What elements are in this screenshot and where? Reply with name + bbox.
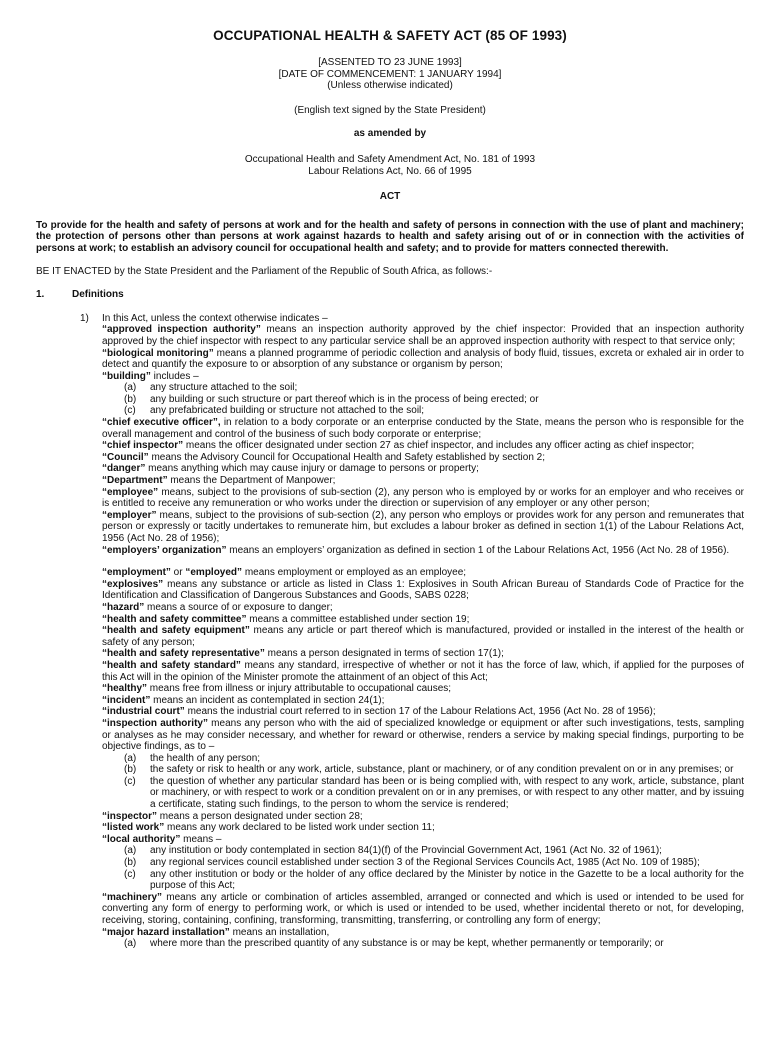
definition-term: “employed” [185, 567, 243, 579]
definition-entry [102, 452, 744, 464]
definition-term: “danger” [102, 463, 146, 475]
definition-subitem [102, 869, 744, 892]
definition-term: “approved inspection authority” [102, 324, 261, 336]
definition-text: means anything which may cause injury or damage to persons or property; [145, 463, 479, 475]
subitem-label: (b) [124, 857, 137, 869]
definition-text: means, subject to the provisions of sub-section (2), any person who is employed by or works for an employer and who receives or is entitled to receive any remuneration or who works under the direction or supervision of any employer or any other person; [102, 486, 744, 510]
subitem-text: any regional services council established under section 3 of the Regional Services Councils Act, 1985 (Act No. 109 of 1985); [150, 857, 700, 869]
definition-text: means any article or combination of articles assembled, arranged or connected and which is used or intended to be used for converting any form of energy to performing work, or which is used or intended to be used, whether incidental thereto or not, for developing, receiving, storing, containing, confining, transforming, transmitting, transferring, or controlling any form of energy; [102, 891, 744, 926]
enacting-clause: BE IT ENACTED by the State President and the Parliament of the Republic of South Africa, as follows:- [36, 265, 493, 277]
commencement-note: (Unless otherwise indicated) [327, 80, 453, 92]
definition-entry [102, 625, 744, 648]
subitem-label: (a) [124, 845, 137, 857]
clause-intro: In this Act, unless the context otherwise indicates – [102, 312, 328, 324]
clause [36, 313, 744, 950]
definition-text: means a person designated in terms of section 17(1); [264, 648, 504, 660]
definition-subitem [102, 405, 744, 417]
definition-subitem [102, 776, 744, 811]
amended-by-heading: as amended by [353, 128, 427, 140]
definition-term: “industrial court” [102, 706, 185, 718]
act-label: ACT [379, 191, 401, 203]
subitem-label: (b) [124, 393, 137, 405]
assent-date: [ASSENTED TO 23 JUNE 1993] [318, 57, 462, 68]
definition-connector: or [170, 567, 186, 579]
definition-text: means any work declared to be listed work under section 11; [164, 822, 435, 834]
definition-term: “inspection authority” [102, 717, 208, 729]
subitem-label: (a) [124, 382, 137, 394]
definition-term: “listed work” [102, 822, 165, 834]
definition-subitem [102, 764, 744, 776]
definition-term: “Department” [102, 475, 168, 487]
definition-term: “health and safety equipment” [102, 625, 250, 637]
document-page [0, 28, 768, 1052]
definition-term: “employment” [102, 567, 171, 579]
definition-entry [102, 545, 744, 557]
definition-text: means a committee established under section 19; [246, 613, 470, 625]
clause-number: 1) [80, 312, 89, 324]
definition-term: “machinery” [102, 891, 163, 903]
definition-entry [102, 463, 744, 475]
definition-subitem [102, 938, 744, 950]
definition-subitem [102, 857, 744, 869]
definition-entry [102, 811, 744, 823]
definition-term: “incident” [102, 694, 151, 706]
subitem-text: any prefabricated building or structure not attached to the soil; [150, 405, 425, 417]
definition-text: means employment or employed as an employee; [242, 567, 467, 579]
subitem-text: any building or such structure or part thereof which is in the process of being erected; or [150, 393, 539, 405]
definition-term: “chief executive officer”, [102, 417, 221, 429]
definition-term: “inspector” [102, 810, 158, 822]
definition-term: “healthy” [102, 683, 148, 695]
definitions-list [102, 313, 744, 950]
definition-term: “chief inspector” [102, 440, 184, 452]
subitem-label: (a) [124, 938, 137, 950]
definition-text: means an installation, [229, 926, 330, 938]
definition-entry [102, 706, 744, 718]
amendment-item: Labour Relations Act, No. 66 of 1995 [308, 165, 472, 177]
definition-entry [102, 834, 744, 846]
definition-term: “health and safety committee” [102, 613, 247, 625]
definition-text: means the Advisory Council for Occupational Health and Safety established by section 2; [148, 451, 546, 463]
definition-entry [102, 324, 744, 347]
definition-entry [102, 683, 744, 695]
definition-entry [102, 660, 744, 683]
definition-subitem [102, 845, 744, 857]
definition-entry [102, 348, 744, 371]
definition-term: “health and safety standard” [102, 659, 241, 671]
amendment-list [36, 154, 744, 177]
definition-term: “biological monitoring” [102, 347, 214, 359]
amendment-item: Occupational Health and Safety Amendment Act, No. 181 of 1993 [244, 153, 536, 165]
definition-entry [102, 602, 744, 614]
definition-term: “local authority” [102, 833, 181, 845]
subitem-text: any other institution or body or the holder of any office declared by the Minister by notice in the Gazette to be a local authority for the purpose of this Act; [150, 868, 744, 892]
subitem-label: (b) [124, 764, 137, 776]
definition-entry [102, 440, 744, 452]
definition-text: means an inspection authority approved by the chief inspector: Provided that an inspection authority approved by the chief inspector with respect to any particular service shall be an approved inspection authority with respect to that service only; [102, 324, 744, 347]
section-heading [36, 289, 744, 301]
definition-text: means an employers’ organization as defined in section 1 of the Labour Relations Act, 1956 (Act No. 28 of 1956). [226, 544, 730, 556]
subitem-text: any institution or body contemplated in section 84(1)(f) of the Provincial Government Act, 1961 (Act No. 32 of 1961); [150, 845, 662, 857]
subitem-text: the question of whether any particular standard has been or is being complied with, with respect to any work, article, substance, plant or machinery, or with respect to work or a condition prevalent on or in any premises, or with respect to any other matter, and by issuing a certificate, stating such findings, to the person to whom the service is rendered; [150, 775, 744, 811]
definition-entry [102, 614, 744, 626]
definition-subitem [102, 394, 744, 406]
subitem-text: any structure attached to the soil; [150, 382, 298, 394]
definition-term: “health and safety representative” [102, 648, 265, 660]
definition-text: in relation to a body corporate or an enterprise conducted by the State, means the person who is responsible for the overall management and control of the business of such body corporate or enterprise; [102, 417, 744, 440]
definition-text: means the industrial court referred to in section 17 of the Labour Relations Act, 1956 (Act No. 28 of 1956); [184, 706, 656, 718]
definition-entry [102, 417, 744, 440]
definition-entry [102, 510, 744, 545]
definition-entry [102, 927, 744, 939]
definition-text: means an incident as contemplated in section 24(1); [150, 694, 385, 706]
definition-term: “employer” [102, 509, 157, 521]
definition-term: “Council” [102, 451, 149, 463]
definition-text: means the Department of Manpower; [167, 475, 336, 487]
definition-term: “explosives” [102, 578, 164, 590]
subitem-text: where more than the prescribed quantity of any substance is or may be kept, whether permanently or temporarily; or [150, 938, 664, 950]
signed-note: (English text signed by the State President) [294, 104, 486, 116]
definition-text: means a planned programme of periodic collection and analysis of body fluid, tissues, excreta or exhaled air in order to detect and quantify the exposure to or absorption of any substance or organism by person; [102, 347, 744, 371]
definition-text: means the officer designated under section 27 as chief inspector, and includes any officer acting as chief inspector; [183, 440, 695, 452]
definition-text: includes – [150, 370, 199, 382]
definition-entry [102, 475, 744, 487]
definition-term: “employers’ organization” [102, 544, 227, 556]
definition-entry [102, 487, 744, 510]
definition-text: means, subject to the provisions of sub-section (2), any person who employs or provides work for any person and remunerates that person or expressly or tacitly undertakes to remunerate him, but excludes a labour broker as defined in section 1(1) of the Labour Relations Act, 1956 (Act No. 28 of 1956); [102, 509, 744, 544]
definition-entry [102, 579, 744, 602]
act-title: OCCUPATIONAL HEALTH & SAFETY ACT (85 OF 1993) [213, 28, 567, 43]
definition-text: means any person who with the aid of specialized knowledge or equipment or after such investigations, tests, sampling or analyses as he may consider necessary, and whether for reward or otherwise, renders a service by making special findings, purporting to be objective findings, as to – [102, 717, 745, 753]
definition-term: “employee” [102, 486, 159, 498]
subitem-label: (c) [124, 775, 136, 787]
subitem-label: (a) [124, 752, 137, 764]
section-number: 1. [36, 289, 45, 301]
definition-entry [102, 648, 744, 660]
subitem-text: the health of any person; [150, 752, 261, 764]
definition-text: means a person designated under section 28; [157, 810, 363, 822]
commencement-date: [DATE OF COMMENCEMENT: 1 JANUARY 1994] [278, 68, 502, 80]
definition-entry [102, 892, 744, 927]
long-title: To provide for the health and safety of persons at work and for the health and safety of persons in connection with the use of plant and machinery; the protection of persons other than persons at work against hazards to health and safety arising out of or in connection with the activities of persons at work; to establish an advisory council for occupational health and safety; and to provide for matters connected therewith. [36, 219, 744, 254]
definition-entry [102, 822, 744, 834]
definition-subitem [102, 753, 744, 765]
assent-meta [36, 57, 744, 92]
subitem-label: (c) [124, 868, 136, 880]
definition-text: means a source of or exposure to danger; [144, 601, 333, 613]
definition-entry [102, 567, 744, 579]
definition-term: “hazard” [102, 601, 145, 613]
definition-subitem [102, 382, 744, 394]
definition-term: “building” [102, 370, 151, 382]
subitem-label: (c) [124, 405, 136, 417]
definition-term: “major hazard installation” [102, 926, 230, 938]
definition-text: means – [180, 833, 222, 845]
definition-text: means free from illness or injury attributable to occupational causes; [147, 683, 452, 695]
definition-entry [102, 718, 744, 753]
definition-entry [102, 371, 744, 383]
definition-text: means any standard, irrespective of whether or not it has the force of law, which, if applied for the purposes of this Act will in the opinion of the Minister promote the attainment of an object of this Act; [102, 659, 744, 683]
definition-text: means any substance or article as listed in Class 1: Explosives in South African Bureau of Standards Code of Practice for the Identification and Classification of Dangerous Substances and Goods, SABS 0228; [102, 578, 744, 602]
subitem-text: the safety or risk to health or any work, article, substance, plant or machinery, or of any condition prevalent on or in any premises; or [150, 764, 734, 776]
section-title: Definitions [72, 289, 124, 301]
definition-entry [102, 695, 744, 707]
definition-text: means any article or part thereof which is manufactured, provided or installed in the interest of the health or safety of any person; [102, 625, 744, 648]
